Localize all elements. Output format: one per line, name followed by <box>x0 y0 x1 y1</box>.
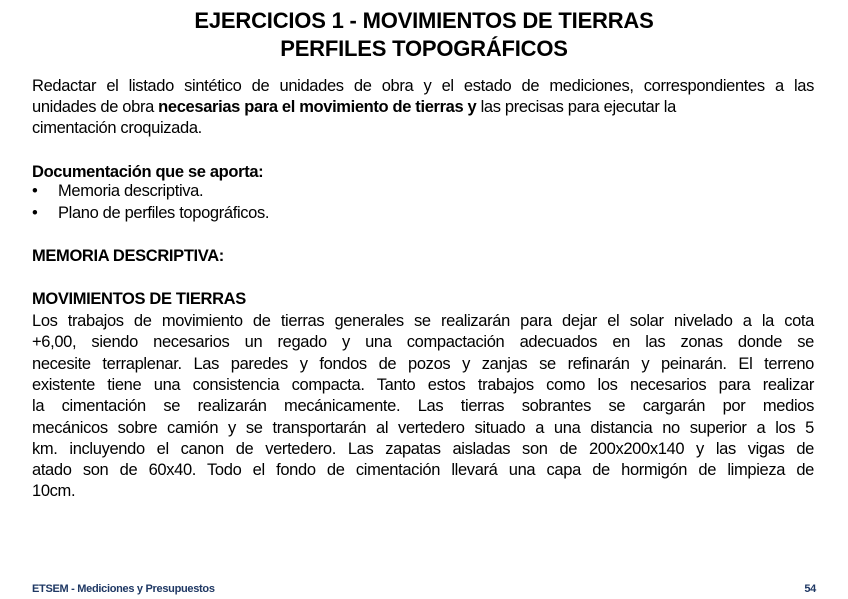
memoria-heading: MEMORIA DESCRIPTIVA: <box>32 247 224 265</box>
intro-text: unidades de obra <box>32 98 159 116</box>
section-line: 10cm. <box>32 482 76 501</box>
list-item <box>32 182 203 201</box>
intro-line: cimentación croquizada. <box>32 119 202 137</box>
documentation-heading: Documentación que se aporta: <box>32 163 264 181</box>
intro-text: las precisas para ejecutar la <box>476 98 676 116</box>
intro-line: Redactar el listado sintético de unidades de obra y el estado de mediciones, correspondientes a las <box>32 77 814 95</box>
bullet-icon: • <box>32 204 38 222</box>
section-line: atado son de 60x40. Todo el fondo de cimentación llevará una capa de hormigón de limpieza de <box>32 461 814 480</box>
section-heading: MOVIMIENTOS DE TIERRAS <box>32 290 246 308</box>
list-item-text: Memoria descriptiva. <box>58 182 204 200</box>
footer-title: ETSEM - Mediciones y Presupuestos <box>32 583 215 595</box>
list-item-text: Plano de perfiles topográficos. <box>58 204 270 222</box>
page-number: 54 <box>804 583 816 595</box>
page-subtitle: PERFILES TOPOGRÁFICOS <box>280 36 568 61</box>
section-line: la cimentación se realizarán mecánicamente. Las tierras sobrantes se cargarán por medios <box>32 397 814 416</box>
section-line: Los trabajos de movimiento de tierras generales se realizarán para dejar el solar nivelado a la cota <box>32 312 814 330</box>
list-item <box>32 204 269 223</box>
section-line: +6,00, siendo necesarios un regado y una compactación adecuados en las zonas donde se <box>32 333 814 352</box>
section-line: mecánicos sobre camión y se transportarán al vertedero situado a una distancia no superior a los 5 <box>32 418 814 437</box>
section-line: existente tiene una consistencia compacta. Tanto estos trabajos como los necesarios para realizar <box>32 375 814 394</box>
intro-bold-text: necesarias para el movimiento de tierras y <box>158 98 477 116</box>
bullet-icon: • <box>32 182 38 200</box>
section-line: km. incluyendo el canon de vertedero. Las zapatas aisladas son de 200x200x140 y las vigas de <box>32 439 814 458</box>
page-title: EJERCICIOS 1 - MOVIMIENTOS DE TIERRAS <box>194 8 654 33</box>
intro-line <box>32 97 814 117</box>
section-line: necesite terraplenar. Las paredes y fondos de pozos y zanjas se refinarán y peinarán. El terreno <box>32 354 814 373</box>
